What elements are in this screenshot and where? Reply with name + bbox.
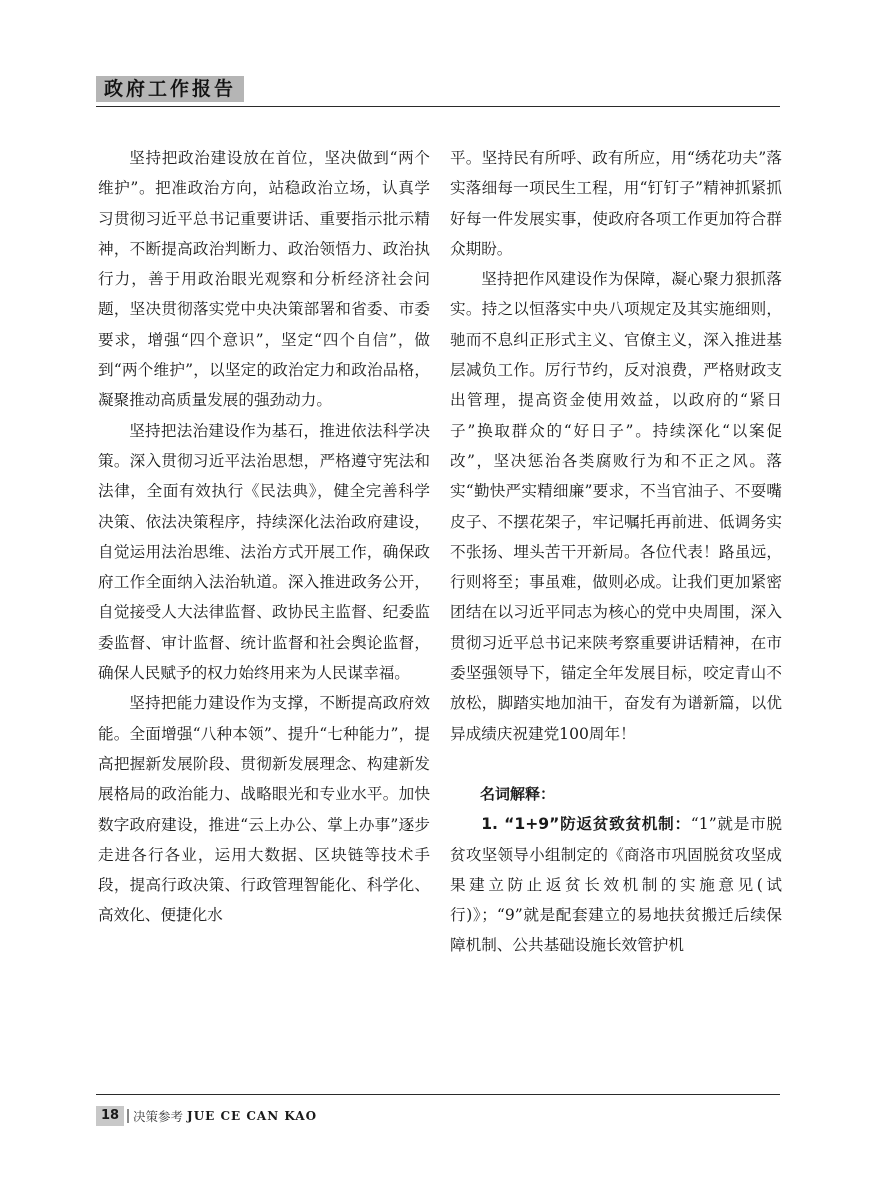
glossary-definition: “1”就是市脱贫攻坚领导小组制定的《商洛市巩固脱贫攻坚成果建立防止返贫长效机制的实施意见(试行)》；“9”就是配套建立的易地扶贫搬迁后续保障机制、公共基础设施长效管护机 [450, 815, 782, 955]
page-number: 18 [96, 1106, 124, 1126]
page-footer [96, 1094, 780, 1124]
page-header [96, 66, 780, 107]
paragraph-work-style: 坚持把作风建设作为保障，凝心聚力狠抓落实。持之以恒落实中央八项规定及其实施细则，驰而不息纠正形式主义、官僚主义，深入推进基层减负工作。厉行节约，反对浪费，严格财政支出管理，提高资金使用效益，以政府的“紧日子”换取群众的“好日子”。持续深化“以案促改”，坚决惩治各类腐败行为和不正之风。落实“勤快严实精细廉”要求，不当官油子、不耍嘴皮子、不摆花架子，牢记嘱托再前进、低调务实不张扬、埋头苦干开新局。各位代表！路虽远，行则将至；事虽难，做则必成。让我们更加紧密团结在以习近平同志为核心的党中央周围，深入贯彻习近平总书记来陕考察重要讲话精神，在市委坚强领导下，锚定全年发展目标，咬定青山不放松，脚踏实地加油干，奋发有为谱新篇，以优异成绩庆祝建党100周年！ [450, 270, 782, 743]
paragraph-capacity-building: 坚持把能力建设作为支撑，不断提高政府效能。全面增强“八种本领”、提升“七种能力”，提高把握新发展阶段、贯彻新发展理念、构建新发展格局的政治能力、战略眼光和专业水平。加快数字政府建设，推进“云上办公、掌上办事”逐步走进各行各业，运用大数据、区块链等技术手段，提高行政决策、行政管理智能化、科学化、高效化、便捷化水 [98, 694, 430, 925]
paragraph-continuation: 平。坚持民有所呼、政有所应，用“绣花功夫”落实落细每一项民生工程，用“钉钉子”精神抓紧抓好每一件发展实事，使政府各项工作更加符合群众期盼。 [450, 149, 782, 258]
section-title: 政府工作报告 [96, 76, 244, 102]
journal-name-en: JUE CE CAN KAO [187, 1109, 318, 1123]
glossary-title: 名词解释： [480, 784, 556, 803]
glossary-item [450, 809, 782, 960]
right-column [450, 143, 782, 961]
glossary-term: 1. “1+9”防返贫致贫机制： [481, 815, 691, 834]
left-column [98, 143, 430, 931]
paragraph-rule-of-law: 坚持把法治建设作为基石，推进依法科学决策。深入贯彻习近平法治思想，严格遵守宪法和法律，全面有效执行《民法典》，健全完善科学决策、依法决策程序，持续深化法治政府建设，自觉运用法治思维、法治方式开展工作，确保政府工作全面纳入法治轨道。深入推进政务公开，自觉接受人大法律监督、政协民主监督、纪委监委监督、审计监督、统计监督和社会舆论监督，确保人民赋予的权力始终用来为人民谋幸福。 [98, 421, 430, 683]
paragraph-political-construction: 坚持把政治建设放在首位，坚决做到“两个维护”。把准政治方向，站稳政治立场，认真学习贯彻习近平总书记重要讲话、重要指示批示精神，不断提高政治判断力、政治领悟力、政治执行力，善于用政治眼光观察和分析经济社会问题，坚决贯彻落实党中央决策部署和省委、市委要求，增强“四个意识”，坚定“四个自信”，做到“两个维护”，以坚定的政治定力和政治品格，凝聚推动高质量发展的强劲动力。 [98, 149, 430, 410]
footer-divider [127, 1109, 129, 1123]
footer-bar-group [96, 1106, 317, 1126]
journal-name: 决策参考 [133, 1109, 184, 1124]
